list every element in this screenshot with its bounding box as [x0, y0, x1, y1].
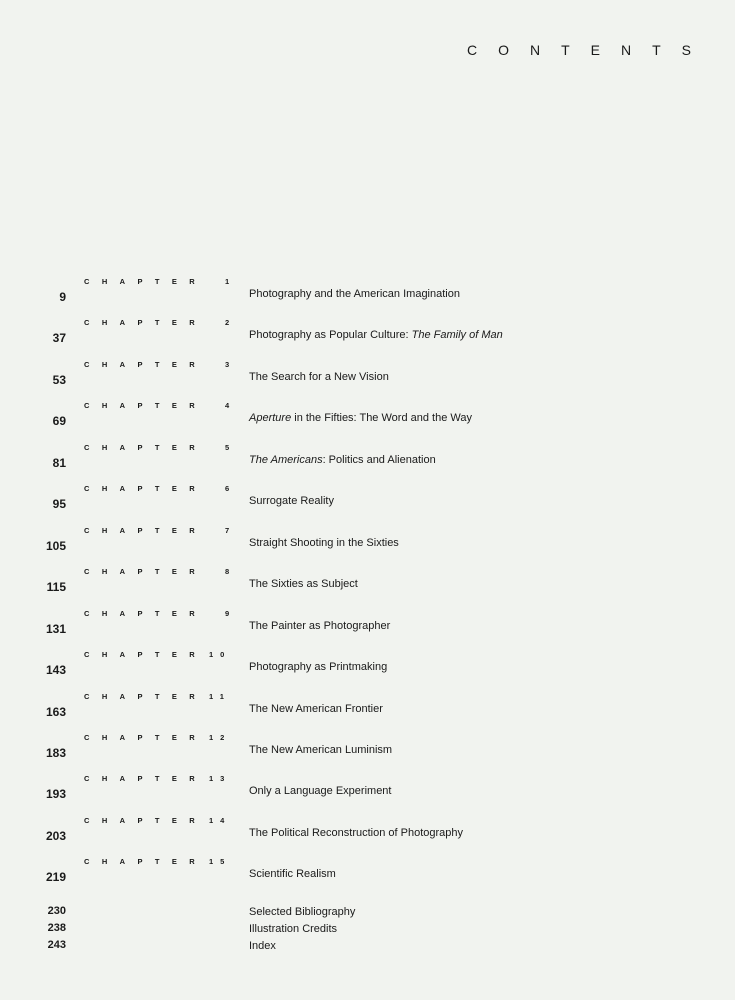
- chapter-number: 8: [225, 567, 237, 577]
- back-matter-entry: [0, 922, 735, 939]
- page-number: 203: [45, 828, 66, 843]
- page-number: 163: [45, 704, 66, 719]
- chapter-title: [249, 371, 389, 383]
- chapter-number: 9: [225, 608, 237, 618]
- chapter-number: 4: [225, 401, 237, 411]
- toc-entry: [0, 442, 735, 489]
- toc-entry: [0, 359, 735, 406]
- page-number: 115: [46, 580, 66, 595]
- toc-entry: [0, 401, 735, 447]
- page-number: 37: [52, 331, 66, 346]
- back-matter-entry: [0, 939, 735, 956]
- chapter-title: [249, 454, 436, 466]
- chapter-title: [249, 868, 336, 880]
- chapter-title-text: The Search for a New Vision: [249, 370, 389, 383]
- page-number: 193: [45, 787, 66, 802]
- chapter-title: [249, 578, 358, 590]
- chapter-title-text: The New American Frontier: [249, 702, 383, 715]
- chapter-label: CHAPTER: [84, 815, 208, 825]
- chapter-label: CHAPTER: [84, 359, 208, 369]
- toc-entry: [0, 318, 735, 364]
- chapter-title: [249, 661, 387, 673]
- chapter-number: 6: [225, 484, 237, 494]
- chapter-label: CHAPTER: [84, 608, 208, 618]
- chapter-title-text: Photography as Popular Culture:: [249, 329, 412, 342]
- page-number: 238: [47, 922, 66, 934]
- back-matter-title: Illustration Credits: [249, 923, 338, 935]
- chapter-title: [249, 537, 399, 549]
- toc-entry: [0, 525, 735, 572]
- chapter-number: 1: [225, 277, 237, 286]
- toc-entry: [0, 484, 735, 530]
- chapter-number: 12: [209, 732, 232, 742]
- chapter-title-text: in the Fifties: The Word and the Way: [291, 412, 472, 425]
- back-matter-entry: [0, 905, 735, 922]
- chapter-title: [249, 412, 472, 424]
- chapter-number: 10: [209, 650, 232, 660]
- chapter-label: CHAPTER: [84, 774, 208, 784]
- chapter-label: CHAPTER: [84, 401, 208, 411]
- chapter-number: 3: [225, 359, 237, 369]
- chapter-title: [249, 744, 392, 756]
- chapter-title-text: The New American Luminism: [249, 743, 393, 756]
- back-matter-title: Index: [249, 940, 276, 952]
- page-number: 69: [52, 414, 66, 429]
- chapter-number: 14: [209, 815, 232, 825]
- page-number: 219: [45, 870, 66, 885]
- chapter-label: CHAPTER: [84, 442, 208, 452]
- chapter-number: 15: [209, 857, 232, 867]
- chapter-title-italic: The Family of Man: [411, 329, 503, 342]
- toc-entry: [0, 857, 735, 903]
- chapter-title-text: Only a Language Experiment: [249, 785, 392, 798]
- chapter-title-text: Scientific Realism: [249, 868, 336, 881]
- page-number: 53: [52, 372, 66, 387]
- chapter-title: [249, 827, 463, 839]
- chapter-label: CHAPTER: [84, 318, 208, 328]
- page-number: 183: [45, 745, 66, 760]
- page-number: 81: [52, 455, 66, 470]
- chapter-title-text: Photography and the American Imagination: [249, 288, 460, 300]
- chapter-title: [249, 288, 460, 300]
- chapter-title: [249, 329, 503, 341]
- chapter-label: CHAPTER: [84, 857, 208, 867]
- chapter-number: 13: [209, 774, 232, 784]
- chapter-label: CHAPTER: [84, 484, 208, 494]
- chapter-number: 7: [225, 525, 237, 535]
- chapter-label: CHAPTER: [84, 691, 208, 701]
- page-number: 230: [47, 905, 66, 917]
- chapter-title-italic: The Americans: [249, 453, 323, 466]
- chapter-title-text: The Political Reconstruction of Photography: [249, 826, 464, 839]
- toc-entry: [0, 774, 735, 820]
- contents-heading: CONTENTS: [467, 42, 712, 58]
- page-number: 95: [52, 497, 66, 512]
- toc-entry: [0, 691, 735, 738]
- chapter-title: [249, 495, 334, 507]
- chapter-label: CHAPTER: [84, 525, 208, 535]
- chapter-title-text: The Painter as Photographer: [249, 619, 391, 632]
- page-number: 131: [45, 621, 66, 636]
- toc-entry: [0, 277, 735, 323]
- chapter-number: 5: [225, 442, 237, 452]
- toc-entry: [0, 650, 735, 696]
- chapter-title: [249, 703, 383, 715]
- toc-entry: [0, 815, 735, 862]
- toc-entry: [0, 567, 735, 613]
- toc-entry: [0, 608, 735, 655]
- chapter-title-text: Photography as Printmaking: [249, 661, 388, 674]
- chapter-title: [249, 785, 391, 797]
- chapter-number: 2: [225, 318, 237, 328]
- page-number: 143: [45, 663, 66, 678]
- chapter-title-text: : Politics and Alienation: [322, 453, 436, 466]
- chapter-title-text: Surrogate Reality: [249, 495, 334, 508]
- chapter-label: CHAPTER: [84, 650, 208, 660]
- chapter-title-italic: Aperture: [249, 412, 292, 425]
- chapter-label: CHAPTER: [84, 277, 208, 286]
- chapter-title-text: Straight Shooting in the Sixties: [249, 536, 399, 549]
- chapter-number: 11: [209, 691, 231, 701]
- chapter-title: [249, 620, 390, 632]
- toc-entry: [0, 732, 735, 779]
- page-number: 243: [47, 939, 66, 951]
- page-number: 9: [59, 290, 66, 304]
- chapter-label: CHAPTER: [84, 732, 208, 742]
- chapter-title-text: The Sixties as Subject: [249, 578, 358, 591]
- back-matter-title: Selected Bibliography: [249, 906, 356, 918]
- page-number: 105: [45, 538, 66, 553]
- chapter-label: CHAPTER: [84, 567, 208, 577]
